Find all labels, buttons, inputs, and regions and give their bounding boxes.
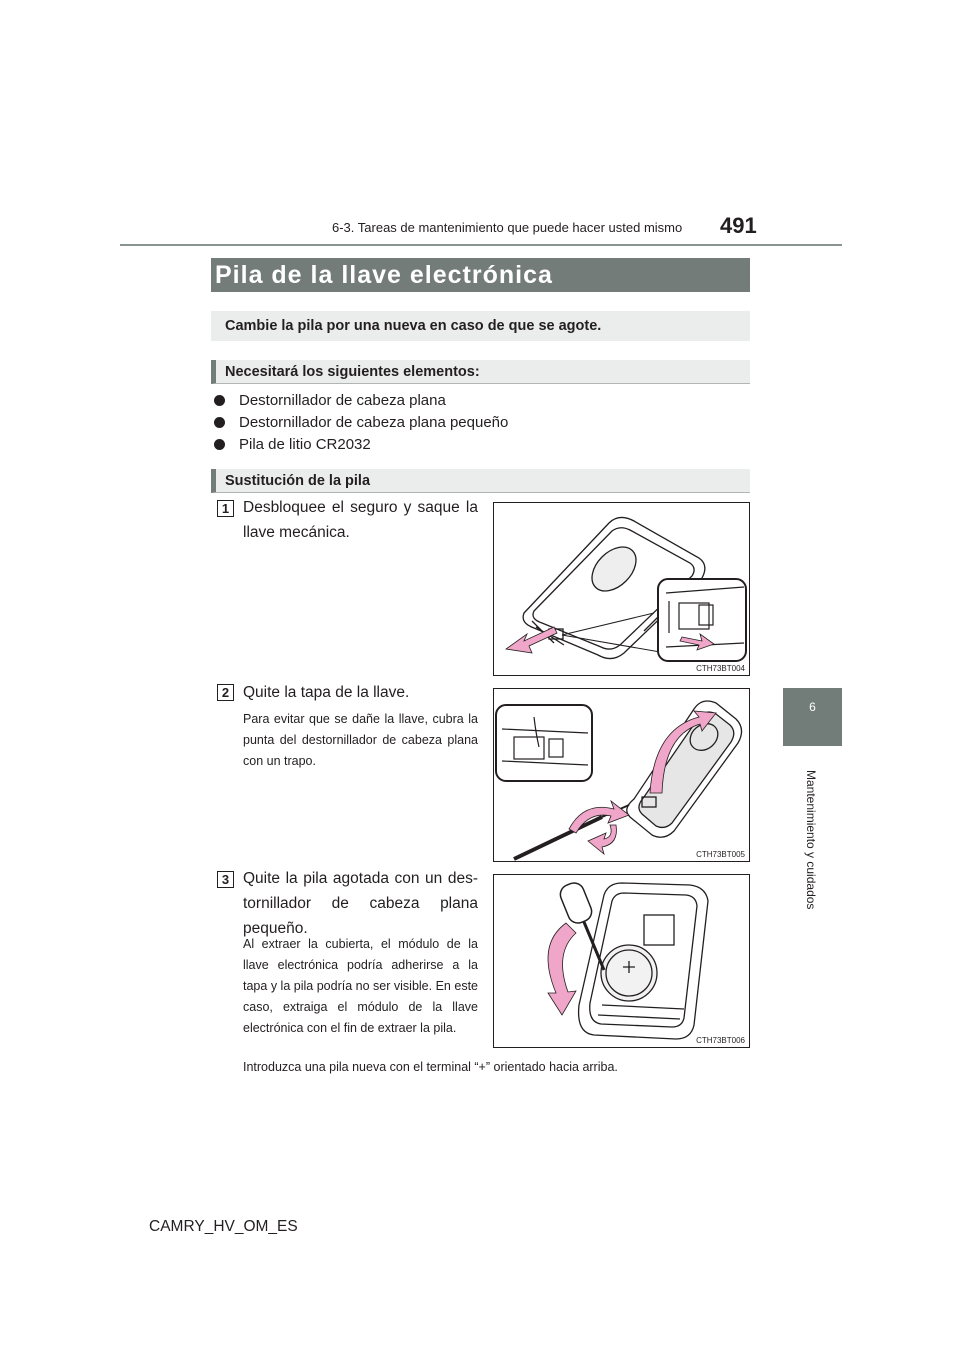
figure-code: CTH73BT004 (696, 664, 745, 673)
step-number: 2 (217, 684, 234, 701)
tool-item: Destornillador de cabeza plana pequeño (214, 414, 508, 432)
bullet-icon (214, 439, 225, 450)
chapter-number: 6 (809, 700, 816, 714)
step-number: 3 (217, 871, 234, 888)
chapter-tab (783, 688, 842, 746)
tools-heading: Necesitará los siguientes elementos: (225, 364, 480, 380)
step-text: Quite la pila agotada con un des-tornillador de cabeza plana pequeño. (243, 870, 478, 937)
figure-code: CTH73BT006 (696, 1036, 745, 1045)
figure-remove-mechanical-key (493, 502, 750, 676)
step-note: Para evitar que se dañe la llave, cubra la punta del destornillador de cabeza plana con un trapo. (243, 712, 478, 768)
section-title: 6-3. Tareas de mantenimiento que puede hacer usted mismo (332, 220, 683, 235)
figure-remove-battery (493, 874, 750, 1048)
chapter-label: Mantenimiento y cuidados (804, 770, 818, 910)
tool-item: Pila de litio CR2032 (214, 436, 371, 454)
page-number: 491 (720, 213, 757, 238)
step-note: Al extraer la cubierta, el módulo de la llave electrónica podría adherirse a la tapa y la pila podría no ser visible. En este caso, extraiga el módulo de la llave electrónica con el fin de extraer la pila. (243, 937, 478, 1035)
intro-text: Cambie la pila por una nueva en caso de que se agote. (225, 318, 602, 334)
replace-heading: Sustitución de la pila (225, 473, 371, 489)
step-text: Desbloquee el seguro y saque la llave mecánica. (243, 499, 478, 541)
bullet-icon (214, 417, 225, 428)
tool-item: Destornillador de cabeza plana (214, 392, 446, 410)
bullet-icon (214, 395, 225, 406)
step-number: 1 (217, 500, 234, 517)
header-divider (120, 244, 842, 246)
figure-remove-key-cover (493, 688, 750, 862)
step-text: Quite la tapa de la llave. (243, 684, 410, 701)
page-title: Pila de la llave electrónica (215, 261, 553, 289)
figure-code: CTH73BT005 (696, 850, 745, 859)
final-note: Introduzca una pila nueva con el terminal “+” orientado hacia arriba. (243, 1060, 618, 1074)
document-code: CAMRY_HV_OM_ES (149, 1218, 298, 1235)
